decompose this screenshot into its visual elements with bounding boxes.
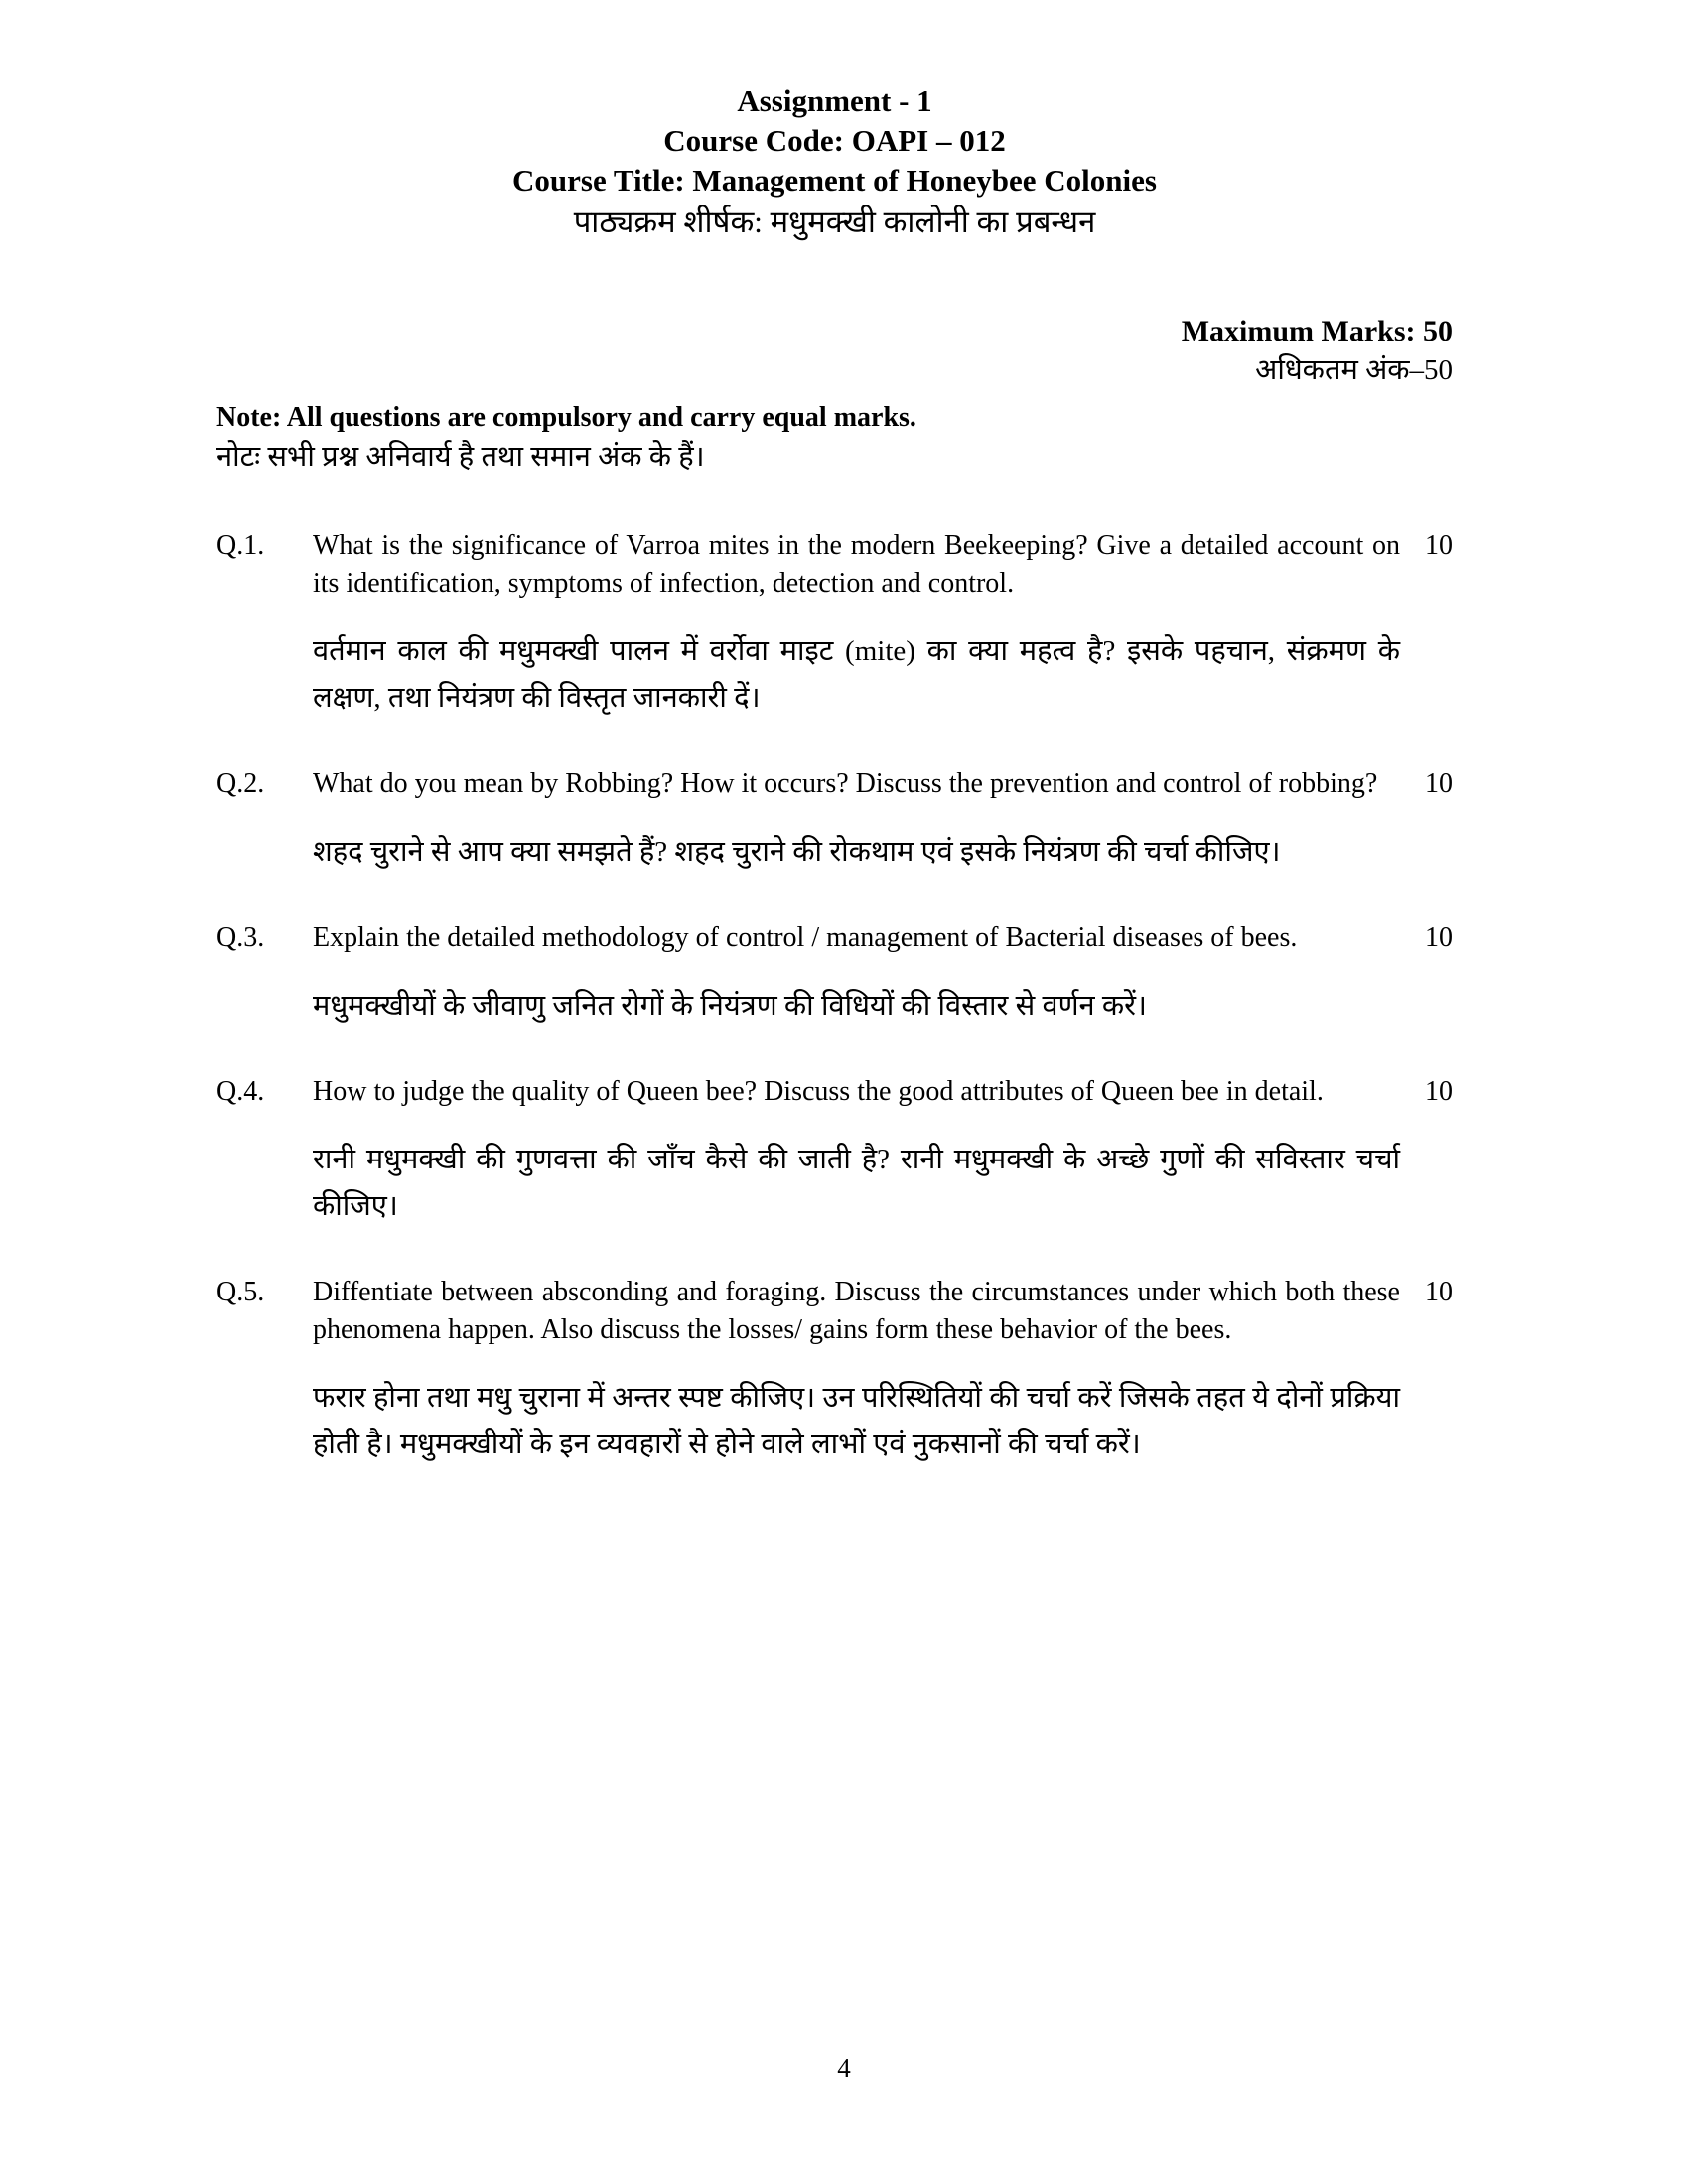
- question-number: Q.5.: [216, 1277, 265, 1307]
- note-hindi: नोटः सभी प्रश्न अनिवार्य है तथा समान अंक के हैं।: [216, 441, 705, 473]
- question-2: [216, 765, 1453, 876]
- question-1: [216, 527, 1453, 722]
- question-body: [313, 919, 1400, 1029]
- assignment-title: Assignment - 1: [737, 83, 932, 118]
- course-title-hindi: पाठ्यक्रम शीर्षक: मधुमक्खी कालोनी का प्रबन्धन: [573, 205, 1096, 239]
- question-body: [313, 527, 1400, 722]
- question-text-hindi: वर्तमान काल की मधुमक्खी पालन में वर्रोवा माइट (mite) का क्या महत्व है? इसके पहचान, संक्रमण के लक्षण, तथा नियंत्रण की विस्तृत जानकारी दें।: [313, 635, 1400, 714]
- question-list: [216, 527, 1453, 1468]
- question-text-english: What is the significance of Varroa mites in the modern Beekeeping? Give a detailed account on its identification, symptoms of infection, detection and control.: [313, 530, 1400, 599]
- question-text-english: What do you mean by Robbing? How it occurs? Discuss the prevention and control of robbing?: [313, 768, 1378, 799]
- maximum-marks-english: Maximum Marks: 50: [1181, 315, 1453, 347]
- page-number: 4: [837, 2053, 851, 2083]
- question-text-hindi: शहद चुराने से आप क्या समझते हैं? शहद चुराने की रोकथाम एवं इसके नियंत्रण की चर्चा कीजिए।: [313, 836, 1281, 868]
- question-text-english: How to judge the quality of Queen bee? Discuss the good attributes of Queen bee in detail.: [313, 1076, 1324, 1107]
- course-title-line: Course Title: Management of Honeybee Colonies: [512, 163, 1157, 198]
- question-body: [313, 1274, 1400, 1468]
- question-marks: 10: [1425, 1076, 1453, 1107]
- question-text-english: Explain the detailed methodology of control / management of Bacterial diseases of bees.: [313, 922, 1298, 953]
- question-marks: 10: [1425, 530, 1453, 561]
- question-body: [313, 765, 1400, 876]
- question-body: [313, 1073, 1400, 1230]
- question-marks: 10: [1425, 1277, 1453, 1307]
- maximum-marks-block: [216, 314, 1453, 391]
- question-5: [216, 1274, 1453, 1468]
- question-text-hindi: फरार होना तथा मधु चुराना में अन्तर स्पष्ट कीजिए। उन परिस्थितियों की चर्चा करें जिसके तहत ये दोनों प्रक्रिया होती है। मधुमक्खीयों के इन व्यवहारों से होने वाले लाभों एवं नुकसानों की चर्चा करें।: [313, 1382, 1400, 1460]
- question-number: Q.1.: [216, 530, 265, 561]
- note-block: [216, 399, 1453, 478]
- note-english: Note: All questions are compulsory and carry equal marks.: [216, 402, 916, 433]
- course-code-line: Course Code: OAPI – 012: [663, 123, 1006, 158]
- question-number: Q.3.: [216, 922, 265, 953]
- question-text-hindi: मधुमक्खीयों के जीवाणु जनित रोगों के नियंत्रण की विधियों की विस्तार से वर्णन करें।: [313, 990, 1148, 1022]
- question-text-english: Diffentiate between absconding and foraging. Discuss the circumstances under which both these phenomena happen. Also discuss the losses/ gains form these behavior of the bees.: [313, 1277, 1400, 1345]
- page-content: [216, 0, 1453, 1468]
- question-marks: 10: [1425, 922, 1453, 953]
- question-4: [216, 1073, 1453, 1230]
- document-heading: [216, 0, 1453, 244]
- maximum-marks-hindi: अधिकतम अंक–50: [1255, 354, 1453, 386]
- question-marks: 10: [1425, 768, 1453, 799]
- question-text-hindi: रानी मधुमक्खी की गुणवत्ता की जाँच कैसे की जाती है? रानी मधुमक्खी के अच्छे गुणों की सविस्तार चर्चा कीजिए।: [313, 1144, 1400, 1222]
- question-3: [216, 919, 1453, 1029]
- question-number: Q.4.: [216, 1076, 265, 1107]
- question-number: Q.2.: [216, 768, 265, 799]
